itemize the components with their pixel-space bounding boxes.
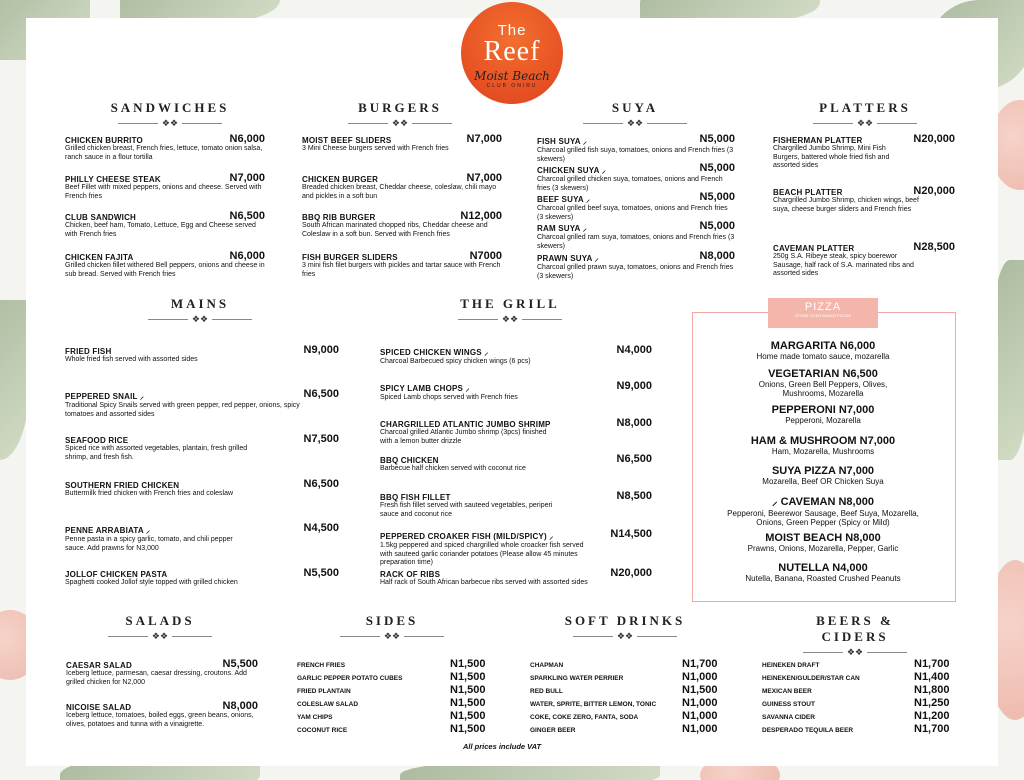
item-name: FRIED FISH [65,347,112,356]
item-price: N6,000 [229,250,265,262]
menu-item [65,433,339,462]
pizza-item [700,465,946,486]
menu-item [65,210,265,239]
item-price: N7,000 [838,465,875,477]
menu-item [65,344,339,365]
item-price: N28,500 [913,241,955,253]
item-description: Home made tomato sauce, mozarella [756,352,890,361]
item-name: BBQ CHICKEN [380,456,439,465]
item-price: N8,000 [616,417,652,429]
item-name: MOIST BEACH [765,532,843,544]
item-description: Penne pasta in a spicy garlic, tomato, and chili pepper sauce. Add prawns for N3,000 [65,536,233,552]
item-description: 3 Mini Cheese burgers served with French fries [302,145,449,152]
item-price: N7,500 [303,433,339,445]
item-name: PEPPERED SNAIL [65,392,138,401]
drink-name: COKE, COKE ZERO, FANTA, SODA [530,714,639,721]
item-description: Traditional Spicy Snails served with green pepper, red pepper, onions, spicy tomatoes and assorted sides [65,402,300,418]
item-name: NUTELLA [778,562,830,574]
item-description: Nutella, Banana, Roasted Crushed Peanuts [745,574,901,583]
item-price: N5,500 [303,567,339,579]
menu-item [66,700,258,729]
menu-item [537,133,735,164]
platters-header [795,100,935,129]
sides-header [322,613,462,642]
menu-item [537,220,735,251]
item-name: CHICKEN FAJITA [65,253,134,262]
menu-item [380,344,652,367]
beers-header [785,613,925,658]
menu-item [65,172,265,201]
item-description: Charcoal Barbecued spicy chicken wings (6 pcs) [380,358,531,365]
menu-item [380,567,652,588]
item-description: Chargrilled Jumbo Shrimp, chicken wings, beef suya, cheese burger sliders and French fries [773,197,919,213]
drink-price: N1,000 [682,671,718,683]
ornament-icon: ❖❖ [565,118,705,129]
ornament-icon: ❖❖ [100,118,240,129]
menu-item [537,191,735,222]
beer-name: HEINEKEN DRAFT [762,662,820,669]
item-description: Half rack of South African barbecue ribs served with assorted sides [380,579,588,586]
chili-icon: ⸝ [484,348,489,357]
item-description: Ham, Mozarella, Mushrooms [771,447,875,456]
logo-moist-beach: Moist Beach [474,69,550,83]
item-price: N5,000 [699,191,735,203]
item-description: Chargrilled Jumbo Shrimp, Mini Fish Burgers, battered whole fried fish and assorted sides [773,145,890,169]
item-price: N4,000 [832,562,868,574]
pizza-item [700,340,946,361]
item-description: Mozarella, Beef OR Chicken Suya [762,477,884,486]
menu-item [65,388,339,419]
menu-item [773,133,955,171]
item-name: BEACH PLATTER [773,188,843,197]
pizza-item [700,368,946,398]
menu-item [380,453,652,474]
menu-item [66,658,258,687]
item-description: Fresh fish fillet served with sauteed vegetables, periperi sauce and coconut rice [380,502,553,518]
item-name: PHILLY CHEESE STEAK [65,175,161,184]
drink-price: N1,000 [682,710,718,722]
menu-item [65,478,339,499]
menu-item [537,250,735,281]
menu-item [773,185,955,214]
item-price: N6,000 [839,340,876,352]
item-price: N7000 [469,250,502,262]
beer-name: GUINESS STOUT [762,701,815,708]
item-description: Spaghetti cooked Jollof style topped with grilled chicken [65,579,238,586]
item-price: N7,000 [466,133,502,145]
logo-reef: Reef [483,36,541,67]
item-name: BEEF SUYA [537,195,584,204]
side-name: COCONUT RICE [297,727,348,734]
item-description: Charcoal grilled prawn suya, tomatoes, onions and French fries (3 skewers) [537,264,734,280]
chili-icon: ⸝ [582,224,587,233]
sandwiches-header [100,100,240,129]
item-price: N4,000 [616,344,652,356]
item-name: BBQ FISH FILLET [380,493,451,502]
item-description: Whole fried fish served with assorted sides [65,356,198,363]
vat-note: All prices include VAT [463,742,542,751]
side-name: FRENCH FRIES [297,662,346,669]
item-description: Grilled chicken breast, French fries, lettuce, tomato onion salsa, ranch sauce in a flour tortilla [65,145,263,161]
side-name: GARLIC PEPPER POTATO CUBES [297,675,403,682]
item-name: PRAWN SUYA [537,254,593,263]
item-name: CAVEMAN PLATTER [773,244,855,253]
item-description: Barbecue half chicken served with coconut rice [380,465,526,472]
menu-item [302,250,502,279]
item-description: Pepperoni, Beerewor Sausage, Beef Suya, Mozarella, Onions, Green Pepper (Spicy or Mild) [727,509,919,527]
item-price: N6,500 [616,453,652,465]
drink-name: WATER, SPRITE, BITTER LEMON, TONIC [530,701,657,708]
menu-item [65,567,339,588]
item-price: N8,000 [845,532,881,544]
ornament-icon: ❖❖ [330,118,470,129]
beer-price: N1,800 [914,684,950,696]
item-name: FISH BURGER SLIDERS [302,253,398,262]
menu-item [380,490,652,519]
beer-price: N1,200 [914,710,950,722]
item-name: FISH SUYA [537,137,581,146]
side-price: N1,500 [450,658,486,670]
burgers-header [330,100,470,129]
item-name: PENNE ARRABIATA [65,526,144,535]
beer-name: DESPERADO TEQUILA BEER [762,727,854,734]
item-price: N5,000 [699,220,735,232]
pizza-item [700,494,946,527]
item-description: 250g S.A. Ribeye steak, spicy boerewor Sausage, half rack of S.A. marinated ribs and assorted sides [773,253,914,277]
beer-name: HEINEKEN/GULDER/STAR CAN [762,675,860,682]
item-name: CAESAR SALAD [66,661,132,670]
side-name: FRIED PLANTAIN [297,688,351,695]
item-name: CLUB SANDWICH [65,213,137,222]
item-description: Onions, Green Bell Peppers, Olives, Mushrooms, Mozarella [758,380,888,398]
beer-name: SAVANNA CIDER [762,714,815,721]
item-name: MARGARITA [770,340,837,352]
reef-logo [461,2,563,104]
item-price: N8,000 [699,250,735,262]
section-title: SALADS [125,613,195,628]
ornament-icon: ❖❖ [130,314,270,325]
item-name: SPICED CHICKEN WINGS [380,348,482,357]
item-name: CAVEMAN [780,496,836,508]
item-name: JOLLOF CHICKEN PASTA [65,570,168,579]
item-price: N7,000 [859,435,896,447]
suya-header [565,100,705,129]
item-name: BBQ RIB BURGER [302,213,376,222]
chili-icon: ⸝ [549,532,554,541]
item-name: CHICKEN BURGER [302,175,379,184]
beer-price: N1,700 [914,723,950,735]
chili-icon: ⸝ [139,392,145,401]
menu-item [302,172,502,201]
item-description: Buttermilk fried chicken with French fries and coleslaw [65,490,234,497]
ornament-icon: ❖❖ [785,647,925,658]
item-description: Grilled chicken fillet withered Bell peppers, onions and cheese in sub bread. Served with French fries [65,262,265,278]
ornament-icon: ❖❖ [555,631,695,642]
item-price: N6,500 [303,478,339,490]
item-description: Spiced rice with assorted vegetables, plantain, fresh grilled shrimp, and fresh fish. [65,445,248,461]
item-name: CHICKEN SUYA [537,166,600,175]
item-description: Breaded chicken breast, Cheddar cheese, coleslaw, chili mayo and pickles in a soft bun [302,184,497,200]
menu-item [380,528,652,568]
item-description: 3 mini fish filet burgers with pickles and tartar sauce with French fries [302,262,501,278]
item-description: Iceberg lettuce, parmesan, caesar dressing, croutons. Add grilled chicken for N2,000 [66,670,247,686]
section-title: BEERS & CIDERS [816,613,894,644]
item-price: N8,000 [838,496,874,508]
menu-item [302,133,502,154]
drink-name: CHAPMAN [530,662,564,669]
drink-price: N1,500 [682,684,718,696]
item-price: N9,000 [303,344,339,356]
logo-the: The [497,22,527,39]
section-title: SANDWICHES [110,100,230,115]
chili-icon: ⸝ [146,526,151,535]
section-title: MAINS [170,296,230,311]
grill-header [440,296,580,325]
pizza-subtitle: STONE OVEN BAKED PIZZAS [795,313,851,318]
logo-club: CLUB ONIRU [486,83,538,89]
item-description: Spiced Lamb chops served with French fries [380,394,518,401]
drink-price: N1,000 [682,697,718,709]
menu-item [65,522,339,553]
item-name: CHARGRILLED ATLANTIC JUMBO SHRIMP [380,420,551,429]
pizza-item [700,435,946,456]
menu-item [537,162,735,193]
section-title: SOFT DRINKS [564,613,686,628]
side-price: N1,500 [450,684,486,696]
item-description: Charcoal grilled chicken suya, tomatoes, onions and French fries (3 skewers) [537,176,723,192]
ornament-icon: ❖❖ [795,118,935,129]
item-name: SEAFOOD RICE [65,436,129,445]
drink-name: GINGER BEER [530,727,576,734]
chili-icon: ⸝ [465,384,470,393]
item-price: N12,000 [460,210,502,222]
item-description: Charcoal grilled ram suya, tomatoes, onions and French fries (3 skewers) [537,234,735,250]
section-title: BURGERS [358,100,442,115]
item-price: N8,500 [616,490,652,502]
item-price: N6,500 [229,210,265,222]
chili-icon: ⸝ [594,254,599,263]
side-name: COLESLAW SALAD [297,701,359,708]
beer-price: N1,400 [914,671,950,683]
item-description: Charcoal grilled beef suya, tomatoes, onions and French fries (3 skewers) [537,205,728,221]
section-title: PLATTERS [819,100,911,115]
item-description: Pepperoni, Mozarella [785,416,861,425]
chili-icon: ⸝ [772,496,778,508]
side-name: YAM CHIPS [297,714,333,721]
item-price: N9,000 [616,380,652,392]
item-name: HAM & MUSHROOM [750,435,857,447]
ornament-icon: ❖❖ [322,631,462,642]
section-title: SIDES [365,613,419,628]
pizza-item [700,562,946,583]
item-price: N7,000 [838,404,875,416]
item-price: N20,000 [610,567,652,579]
side-price: N1,500 [450,671,486,683]
menu-item [302,210,502,239]
side-price: N1,500 [450,710,486,722]
drink-price: N1,000 [682,723,718,735]
chili-icon: ⸝ [586,195,591,204]
drink-name: RED BULL [530,688,563,695]
salads-header [90,613,230,642]
menu-item [773,241,955,279]
soft-drinks-header [555,613,695,642]
item-name: VEGETARIAN [768,368,840,380]
item-description: Beef Fillet with mixed peppers, onions and cheese. Served with French fries [65,184,262,200]
item-price: N20,000 [913,133,955,145]
item-description: Iceberg lettuce, tomatoes, boiled eggs, green beans, onions, olives, potatoes and tunna with a vinaigrette. [66,712,254,728]
menu-item [380,380,652,403]
item-name: SOUTHERN FRIED CHICKEN [65,481,180,490]
ornament-icon: ❖❖ [440,314,580,325]
menu-item [65,250,265,279]
item-price: N6,000 [229,133,265,145]
beer-price: N1,700 [914,658,950,670]
item-price: N20,000 [913,185,955,197]
item-description: South African marinated chopped ribs, Cheddar cheese and Coleslaw in a soft bun. Served with French fries [302,222,488,238]
item-name: RAM SUYA [537,224,581,233]
item-price: N7,000 [229,172,265,184]
item-price: N7,000 [466,172,502,184]
item-name: PEPPERONI [771,404,836,416]
menu-item [65,133,265,162]
item-name: MOIST BEEF SLIDERS [302,136,392,145]
item-name: RACK OF RIBS [380,570,441,579]
pizza-title: PIZZA [804,301,842,313]
pizza-item [700,404,946,425]
item-price: N5,000 [699,162,735,174]
item-name: SPICY LAMB CHOPS [380,384,464,393]
section-title: SUYA [611,100,659,115]
item-name: SUYA PIZZA [771,465,836,477]
item-price: N5,500 [222,658,258,670]
item-name: FISHERMAN PLATTER [773,136,863,145]
item-name: CHICKEN BURRITO [65,136,143,145]
item-description: Prawns, Onions, Mozarella, Pepper, Garlic [747,544,899,553]
item-name: PEPPERED CROAKER FISH (MILD/SPICY) [380,532,547,541]
item-price: N6,500 [842,368,878,380]
item-price: N14,500 [610,528,652,540]
item-description: 1.5kg peppered and spiced chargrilled whole croacker fish served with sauteed garlic coriander potatoes (Please allow 45 minutes preparation time) [380,542,584,566]
item-description: Charcoal grilled Atlantic Jumbo shrimp (3pcs) finished with a lemon butter drizzle [380,429,547,445]
item-description: Chicken, beef ham, Tomato, Lettuce, Egg and Cheese served with French fries [65,222,256,238]
beer-name: MEXICAN BEER [762,688,812,695]
item-name: NICOISE SALAD [66,703,132,712]
chili-icon: ⸝ [601,166,606,175]
chili-icon: ⸝ [582,137,588,146]
item-price: N4,500 [303,522,339,534]
side-price: N1,500 [450,697,486,709]
pizza-header [768,298,878,328]
menu-item [380,417,652,446]
item-price: N8,000 [222,700,258,712]
drink-price: N1,700 [682,658,718,670]
ornament-icon: ❖❖ [90,631,230,642]
mains-header [130,296,270,325]
item-price: N6,500 [303,388,339,400]
beer-price: N1,250 [914,697,950,709]
pizza-item [700,532,946,553]
item-description: Charcoal grilled fish suya, tomatoes, onions and French fries (3 skewers) [537,147,734,163]
section-title: THE GRILL [460,296,560,311]
item-price: N5,000 [699,133,735,145]
side-price: N1,500 [450,723,486,735]
drink-name: SPARKLING WATER PERRIER [530,675,624,682]
